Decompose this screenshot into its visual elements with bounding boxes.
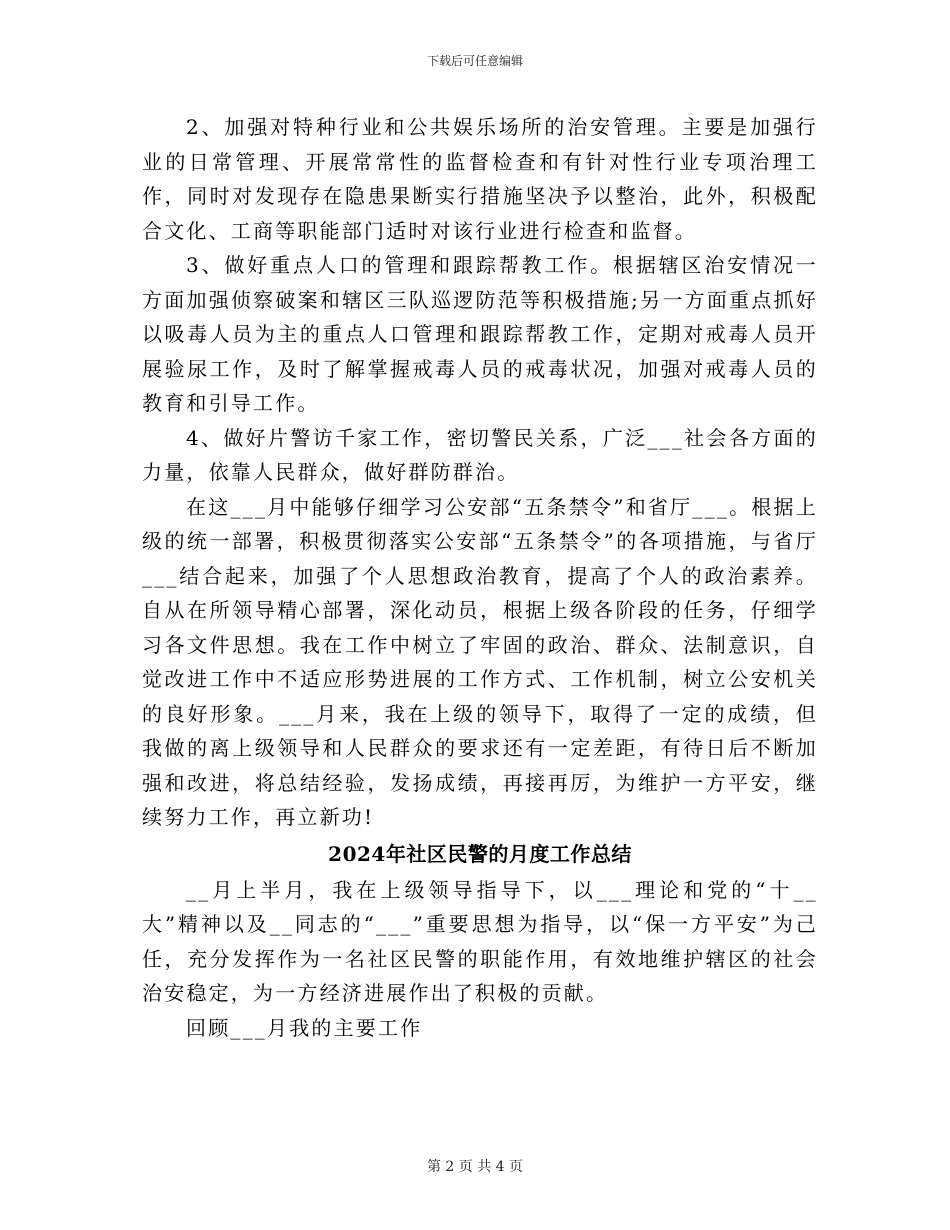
document-body xyxy=(142,110,818,1045)
paragraph-intro: __月上半月，我在上级领导指导下，以___理论和党的“十__大”精神以及__同志的“___”重要思想为指导，以“保一方平安”为己任，充分发挥作为一名社区民警的职能作用，有效地维护辖区的社会治安稳定，为一方经济进展作出了积极的贡献。 xyxy=(142,877,818,1005)
paragraph-2: 2、加强对特种行业和公共娱乐场所的治安管理。主要是加强行业的日常管理、开展常常性的监督检查和有针对性行业专项治理工作，同时对发现存在隐患果断实行措施坚决予以整治，此外，积极配合文化、工商等职能部门适时对该行业进行检查和监督。 xyxy=(142,115,818,243)
section-title: 2024年社区民警的月度工作总结 xyxy=(328,841,632,866)
paragraph-4: 4、做好片警访千家工作，密切警民关系，广泛___社会各方面的力量，依靠人民群众，做好群防群治。 xyxy=(142,425,818,484)
paragraph-3: 3、做好重点人口的管理和跟踪帮教工作。根据辖区治安情况一方面加强侦察破案和辖区三队巡逻防范等积极措施;另一方面重点抓好以吸毒人员为主的重点人口管理和跟踪帮教工作，定期对戒毒人员开展验尿工作，及时了解掌握戒毒人员的戒毒状况，加强对戒毒人员的教育和引导工作。 xyxy=(142,253,818,415)
paragraph-review: 回顾___月我的主要工作 xyxy=(186,1015,423,1040)
paragraph-summary: 在这___月中能够仔细学习公安部“五条禁令”和省厅___。根据上级的统一部署，积极贯彻落实公安部“五条禁令”的各项措施，与省厅___结合起来，加强了个人思想政治教育，提高了个人的政治素养。自从在所领导精心部署，深化动员，根据上级各阶段的任务，仔细学习各文件思想。我在工作中树立了牢固的政治、群众、法制意识，自觉改进工作中不适应形势进展的工作方式、工作机制，树立公安机关的良好形象。___月来，我在上级的领导下，取得了一定的成绩，但我做的离上级领导和人民群众的要求还有一定差距，有待日后不断加强和改进，将总结经验，发扬成绩，再接再厉，为维护一方平安，继续努力工作，再立新功! xyxy=(142,494,818,829)
page-footer: 第 2 页 共 4 页 xyxy=(426,1159,524,1175)
page-header: 下载后可任意编辑 xyxy=(426,54,523,68)
